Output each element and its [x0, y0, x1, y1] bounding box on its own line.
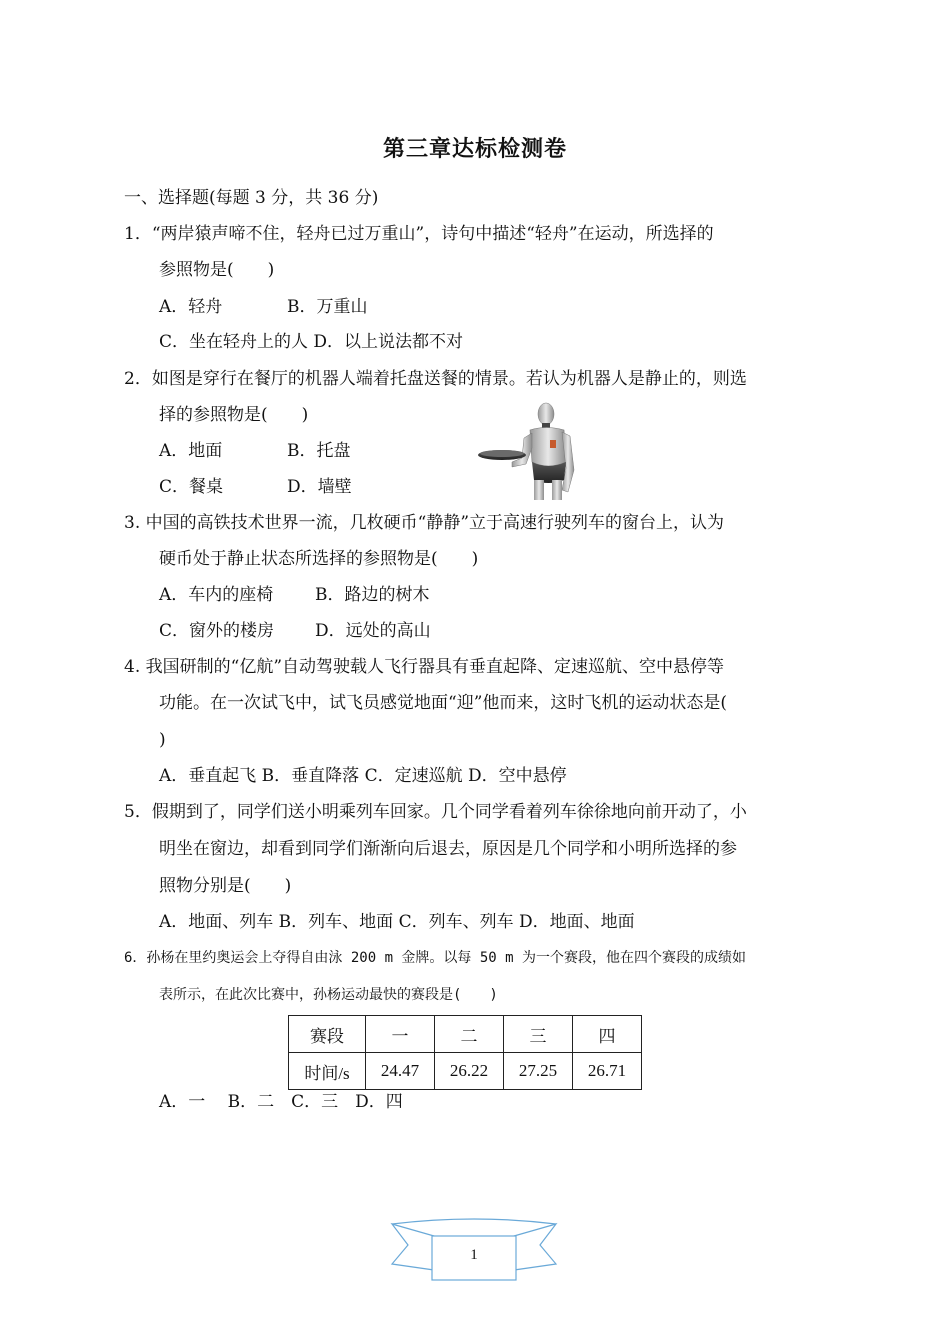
question-6-line-1: 6．孙杨在里约奥运会上夺得自由泳 200 m 金牌。以每 50 m 为一个赛段，他在四个赛段的成绩如: [124, 950, 746, 966]
table-cell: 27.25: [504, 1053, 573, 1090]
question-6-options: A．一 B．二 C．三 D．四: [159, 1092, 403, 1112]
table-cell: 一: [366, 1016, 435, 1053]
table-header-row: [289, 1016, 642, 1053]
question-2-line-1: 2．如图是穿行在餐厅的机器人端着托盘送餐的情景。若认为机器人是静止的，则选: [124, 369, 747, 389]
table-cell: 24.47: [366, 1053, 435, 1090]
question-2-options-ab: [159, 439, 351, 463]
option-a: A．地面: [159, 441, 223, 461]
question-1-options-cd: C．坐在轻舟上的人 D．以上说法都不对: [159, 332, 464, 352]
option-b: B．路边的树木: [315, 585, 430, 605]
option-c: C．窗外的楼房: [159, 621, 275, 641]
page-title: 第三章达标检测卷: [382, 137, 567, 162]
option-c: C．餐桌: [159, 477, 224, 497]
question-4-line-1: 4. 我国研制的“亿航”自动驾驶载人飞行器具有垂直起降、定速巡航、空中悬停等: [124, 657, 725, 677]
question-4-line-3: ): [159, 730, 166, 750]
question-3-options-ab: [159, 583, 430, 607]
page-number: 1: [470, 1247, 478, 1263]
table-cell: 四: [573, 1016, 642, 1053]
option-a: A．轻舟: [159, 297, 223, 317]
option-b: B．托盘: [287, 441, 351, 461]
robot-waiter-illustration: [478, 400, 588, 500]
question-1-line-1: 1．“两岸猿声啼不住，轻舟已过万重山”，诗句中描述“轻舟”在运动，所选择的: [124, 224, 714, 244]
option-a: A．车内的座椅: [159, 585, 274, 605]
question-5-line-3: 照物分别是( ): [159, 876, 292, 896]
table-cell: 26.22: [435, 1053, 504, 1090]
question-4-line-2: 功能。在一次试飞中，试飞员感觉地面“迎”他而来，这时飞机的运动状态是(: [159, 693, 728, 713]
question-5-options: A．地面、列车 B．列车、地面 C．列车、列车 D．地面、地面: [159, 912, 635, 932]
question-5-line-1: 5．假期到了，同学们送小明乘列车回家。几个同学看着列车徐徐地向前开动了，小: [124, 802, 747, 822]
table-cell: 赛段: [289, 1016, 366, 1053]
table-row: [289, 1053, 642, 1090]
section-heading: 一、选择题(每题 3 分，共 36 分): [124, 188, 379, 208]
question-3-options-cd: [159, 619, 431, 643]
question-1-line-2: 参照物是( ): [159, 260, 275, 280]
question-1-options-ab: [159, 295, 368, 319]
question-6-line-2: 表所示，在此次比赛中，孙杨运动最快的赛段是( ): [159, 987, 498, 1003]
results-table: [288, 1015, 642, 1090]
table-cell: 二: [435, 1016, 504, 1053]
table-cell: 三: [504, 1016, 573, 1053]
question-2-line-2: 择的参照物是( ): [159, 405, 309, 425]
option-d: D．墙壁: [287, 477, 352, 497]
question-3-line-2: 硬币处于静止状态所选择的参照物是( ): [159, 549, 479, 569]
question-3-line-1: 3. 中国的高铁技术世界一流，几枚硬币“静静”立于高速行驶列车的窗台上，认为: [124, 513, 725, 533]
option-d: D．远处的高山: [315, 621, 431, 641]
question-5-line-2: 明坐在窗边，却看到同学们渐渐向后退去，原因是几个同学和小明所选择的参: [159, 839, 737, 859]
question-2-options-cd: [159, 475, 352, 499]
option-b: B．万重山: [287, 297, 368, 317]
table-cell: 26.71: [573, 1053, 642, 1090]
question-4-options: A．垂直起飞 B．垂直降落 C．定速巡航 D．空中悬停: [159, 766, 567, 786]
table-cell: 时间/s: [289, 1053, 366, 1090]
